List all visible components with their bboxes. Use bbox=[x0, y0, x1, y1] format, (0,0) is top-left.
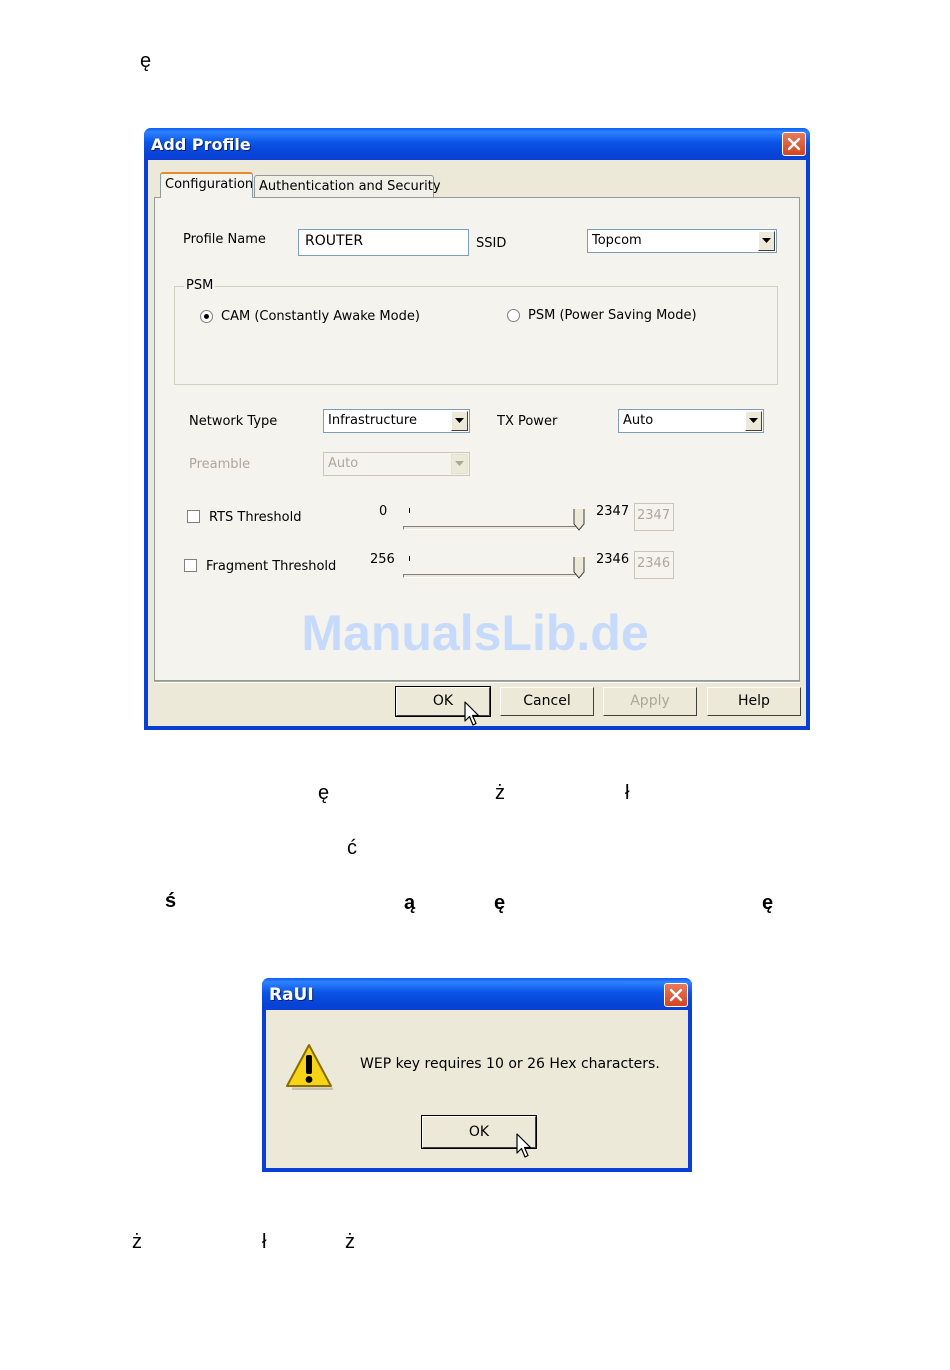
psm-label: PSM (Power Saving Mode) bbox=[528, 308, 697, 323]
chevron-down-icon bbox=[455, 461, 464, 467]
page-char-9: ę bbox=[762, 892, 774, 914]
footer-separator bbox=[154, 681, 800, 683]
page-char-5: ć bbox=[347, 837, 357, 859]
network-type-label: Network Type bbox=[189, 414, 278, 429]
close-icon bbox=[668, 987, 684, 1003]
close-button[interactable] bbox=[782, 132, 806, 156]
fragment-slider-tick-min bbox=[409, 556, 410, 561]
fragment-value-field[interactable]: 2346 bbox=[634, 551, 674, 579]
preamble-select[interactable] bbox=[323, 452, 470, 476]
rts-max-label: 2347 bbox=[596, 504, 630, 519]
raui-message: WEP key requires 10 or 26 Hex characters. bbox=[360, 1056, 660, 1072]
mouse-cursor-icon bbox=[516, 1133, 534, 1161]
raui-title-bar[interactable] bbox=[262, 978, 692, 1010]
ok-button[interactable]: OK bbox=[396, 687, 490, 716]
psm-group-label: PSM bbox=[186, 278, 214, 293]
page-char-11: ł bbox=[262, 1231, 267, 1253]
cancel-button[interactable]: Cancel bbox=[500, 687, 594, 716]
apply-button[interactable]: Apply bbox=[603, 687, 697, 716]
tx-power-select[interactable] bbox=[618, 409, 764, 433]
warning-icon bbox=[284, 1042, 334, 1090]
fragment-slider-thumb[interactable] bbox=[573, 556, 585, 580]
rts-slider-track[interactable] bbox=[403, 526, 583, 530]
fragment-min-label: 256 bbox=[370, 552, 395, 567]
psm-groupbox bbox=[174, 286, 778, 385]
chevron-down-icon bbox=[749, 418, 758, 424]
page-char-4: ł bbox=[625, 782, 630, 804]
ssid-value: Topcom bbox=[592, 233, 642, 248]
window-title: Add Profile bbox=[151, 135, 251, 154]
ssid-label: SSID bbox=[476, 236, 507, 251]
page-char-1: ę bbox=[140, 50, 152, 72]
page-char-10: ż bbox=[132, 1231, 142, 1253]
ssid-select[interactable] bbox=[587, 229, 777, 253]
tx-power-dropdown-button[interactable] bbox=[745, 411, 762, 431]
page-char-2: ę bbox=[318, 782, 330, 804]
preamble-value: Auto bbox=[328, 456, 359, 471]
mouse-cursor-icon bbox=[464, 701, 482, 729]
preamble-label: Preamble bbox=[189, 457, 251, 472]
raui-client bbox=[266, 1010, 688, 1168]
tx-power-label: TX Power bbox=[497, 414, 558, 429]
profile-name-input[interactable]: ROUTER bbox=[298, 229, 469, 256]
rts-threshold-checkbox[interactable] bbox=[187, 510, 200, 523]
page-char-6: ś bbox=[165, 890, 177, 912]
preamble-dropdown-button[interactable] bbox=[451, 454, 468, 474]
tab-configuration[interactable]: Configuration bbox=[160, 172, 253, 198]
network-type-dropdown-button[interactable] bbox=[451, 411, 468, 431]
tab-authentication-security[interactable]: Authentication and Security bbox=[254, 175, 434, 198]
rts-threshold-label: RTS Threshold bbox=[209, 510, 302, 525]
rts-value-field[interactable]: 2347 bbox=[634, 503, 674, 531]
watermark: ManualsLib.de bbox=[301, 605, 649, 661]
fragment-threshold-label: Fragment Threshold bbox=[206, 559, 337, 574]
psm-radio[interactable] bbox=[507, 309, 520, 322]
cam-label: CAM (Constantly Awake Mode) bbox=[221, 309, 420, 324]
profile-name-label: Profile Name bbox=[183, 232, 266, 247]
rts-min-label: 0 bbox=[379, 504, 388, 519]
raui-title: RaUI bbox=[269, 985, 314, 1005]
rts-slider-tick-min bbox=[409, 508, 410, 513]
page-char-8: ę bbox=[494, 892, 506, 914]
page-char-3: ż bbox=[495, 782, 505, 804]
fragment-max-label: 2346 bbox=[596, 552, 630, 567]
fragment-slider-track[interactable] bbox=[403, 574, 583, 578]
raui-close-button[interactable] bbox=[664, 983, 688, 1007]
network-type-value: Infrastructure bbox=[328, 413, 417, 428]
raui-ok-button[interactable]: OK bbox=[422, 1116, 536, 1148]
tx-power-value: Auto bbox=[623, 413, 654, 428]
help-button[interactable]: Help bbox=[707, 687, 801, 716]
ssid-dropdown-button[interactable] bbox=[758, 231, 775, 251]
chevron-down-icon bbox=[762, 238, 771, 244]
cam-radio[interactable] bbox=[200, 310, 213, 323]
chevron-down-icon bbox=[455, 418, 464, 424]
close-icon bbox=[786, 136, 802, 152]
network-type-select[interactable] bbox=[323, 409, 470, 433]
raui-dialog bbox=[262, 978, 692, 1172]
page-char-12: ż bbox=[345, 1231, 355, 1253]
fragment-threshold-checkbox[interactable] bbox=[184, 559, 197, 572]
page-char-7: ą bbox=[404, 892, 416, 914]
title-bar[interactable] bbox=[144, 128, 810, 160]
rts-slider-thumb[interactable] bbox=[573, 508, 585, 532]
